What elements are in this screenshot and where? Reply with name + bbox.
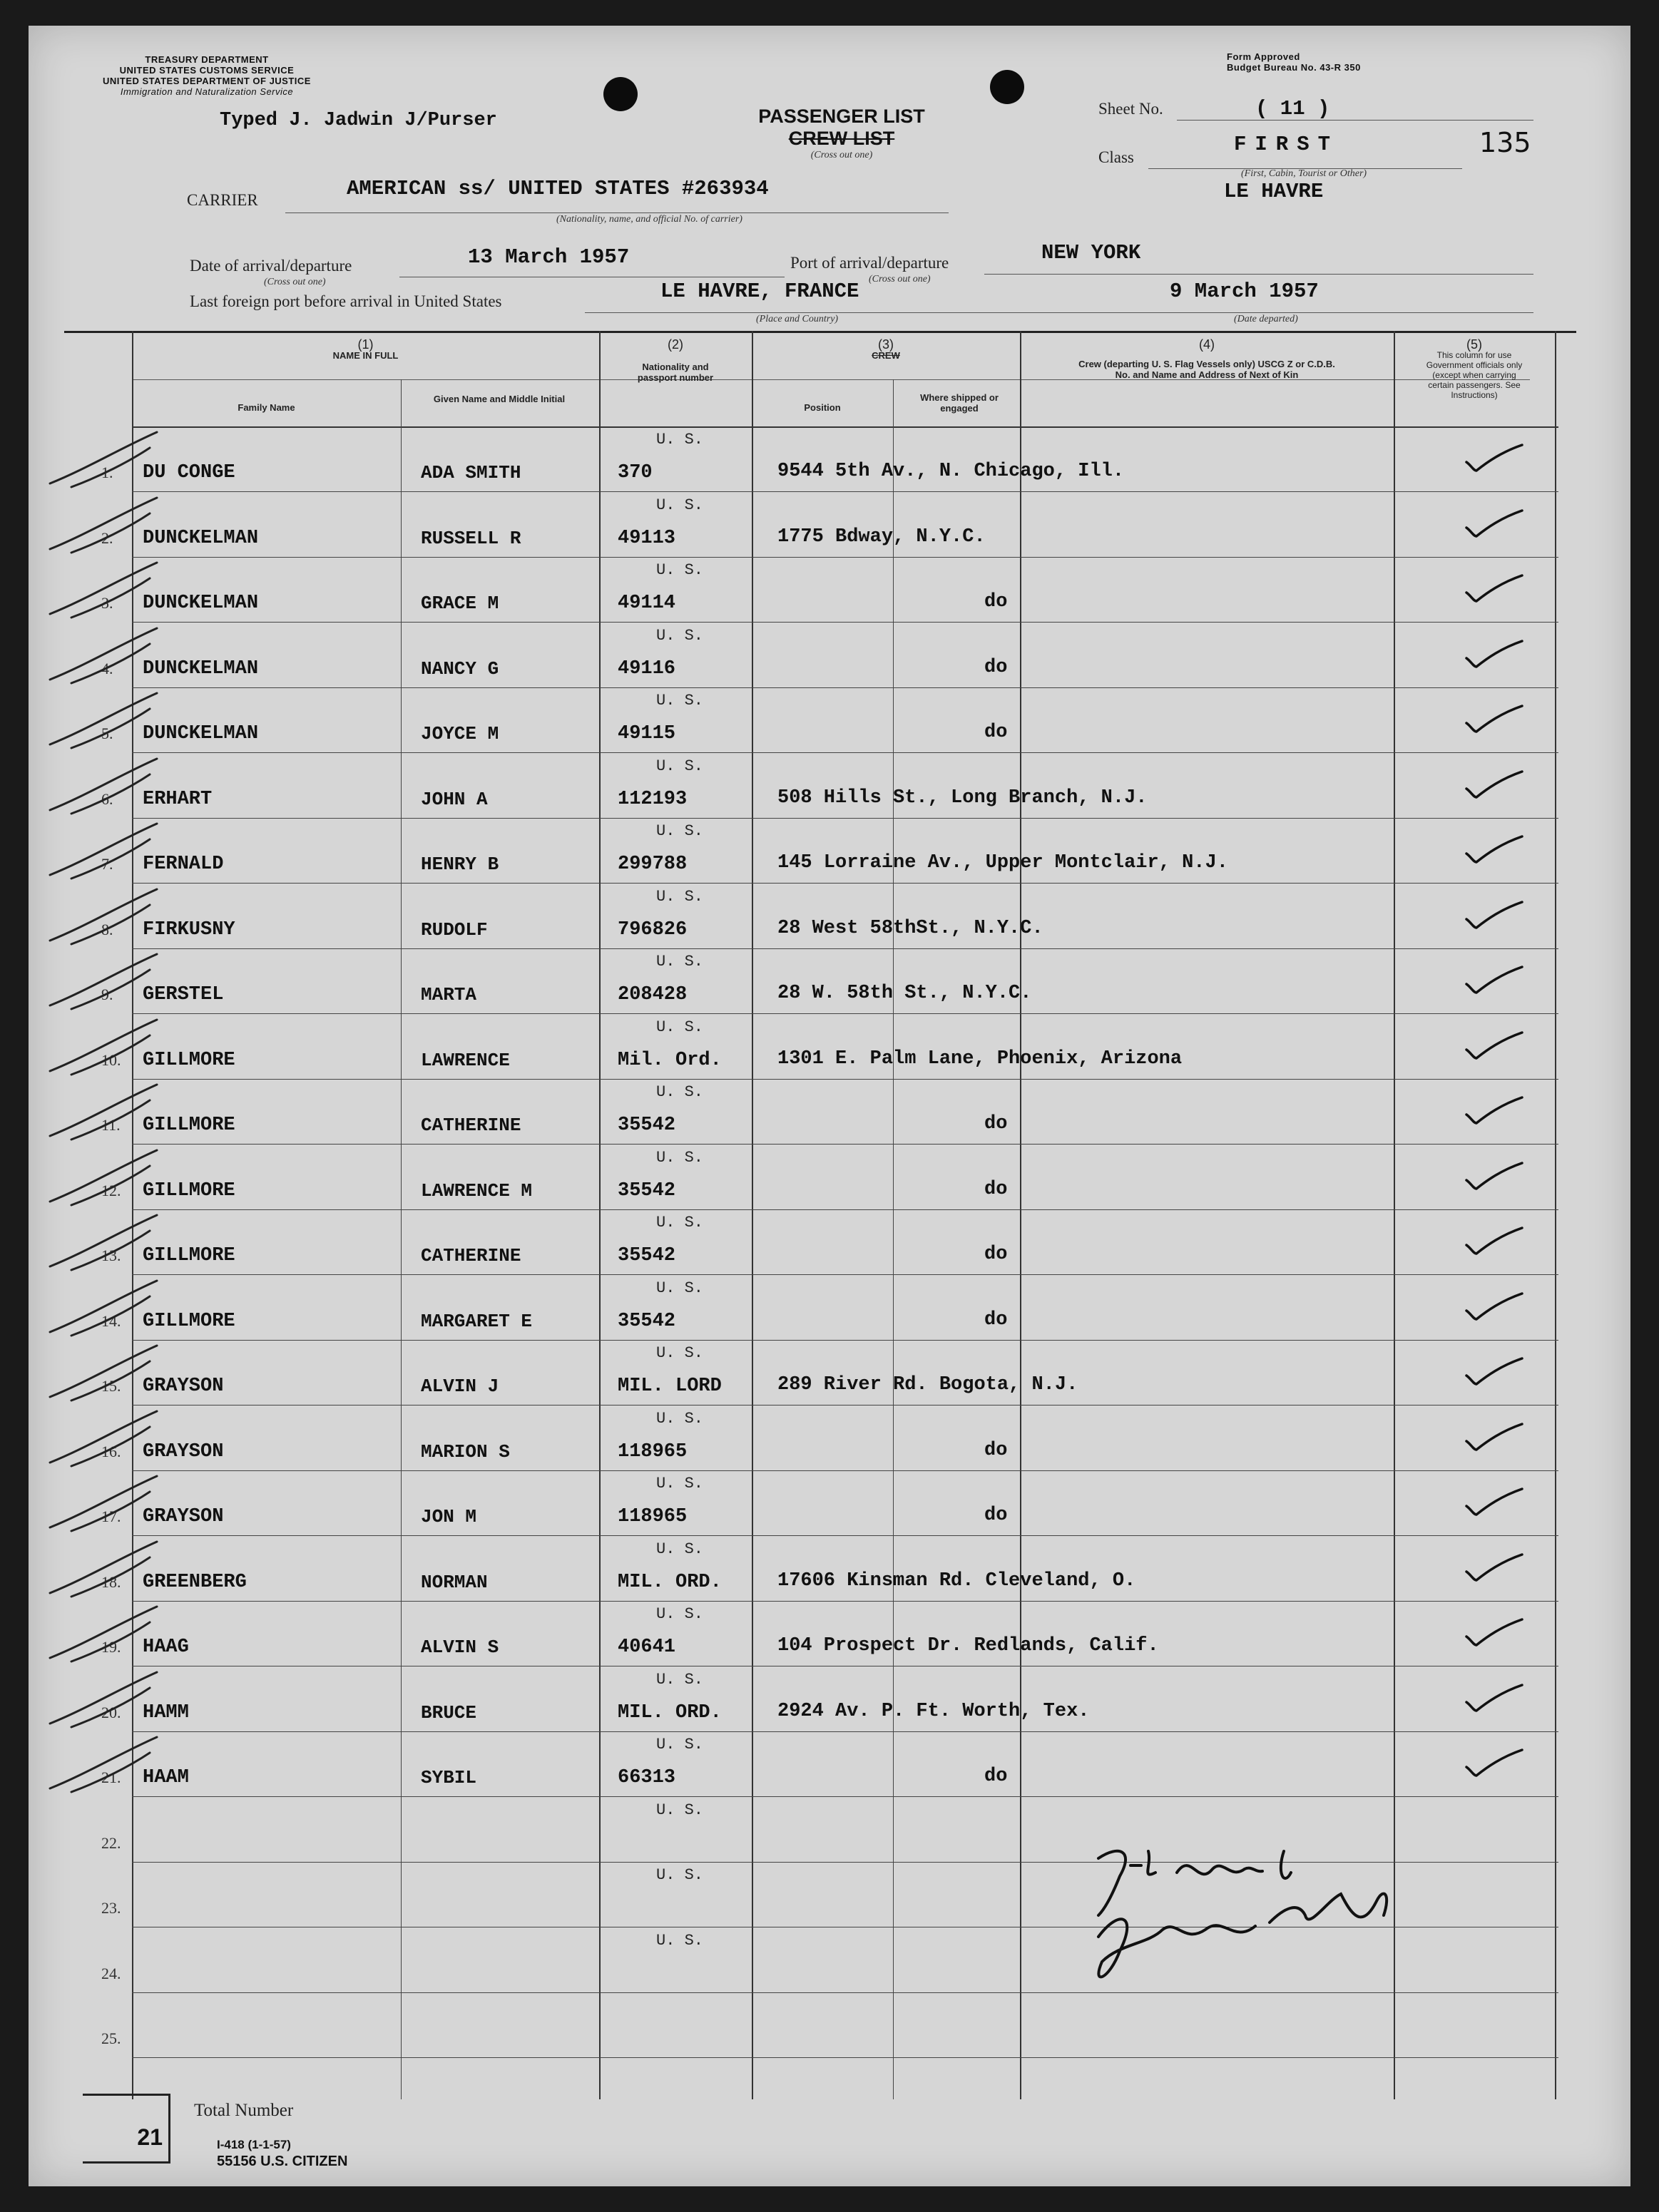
row-number: 15. [101, 1377, 121, 1395]
table-row [29, 1470, 1630, 1536]
row-number: 3. [101, 594, 113, 612]
next-of-kin-address: 28 West 58thSt., N.Y.C. [777, 917, 1043, 939]
agency-header [57, 54, 357, 97]
checkmark-icon [1462, 898, 1526, 933]
sheet-number: ( 11 ) [1255, 97, 1330, 121]
pencil-slash-mark [43, 753, 164, 817]
table-row [29, 1340, 1630, 1405]
col2-header [599, 339, 752, 383]
family-name: DUNCKELMAN [143, 723, 259, 744]
nationality: U. S. [656, 692, 704, 710]
footer-citizen-code: 55156 U.S. CITIZEN [217, 2154, 348, 2169]
col5-number: (5) [1466, 337, 1482, 352]
row-number: 4. [101, 659, 113, 677]
col2-title: Nationality and passport number [637, 362, 714, 383]
given-name: CATHERINE [421, 1245, 521, 1266]
row-number: 6. [101, 789, 113, 808]
nationality: U. S. [656, 1214, 704, 1232]
nationality: U. S. [656, 1866, 704, 1884]
pencil-slash-mark [43, 1340, 164, 1404]
given-name: JOHN A [421, 788, 488, 810]
row-number: 21. [101, 1768, 121, 1786]
given-name: ADA SMITH [421, 462, 521, 483]
family-name: ERHART [143, 788, 213, 810]
title-passenger-list: PASSENGER LIST [758, 106, 925, 127]
table-row [29, 948, 1630, 1014]
nationality: U. S. [656, 1540, 704, 1558]
checkmark-icon [1462, 767, 1526, 803]
passport-number: 299788 [618, 854, 688, 875]
table-row [29, 1666, 1630, 1732]
col5-header [1394, 339, 1555, 400]
total-label: Total Number [194, 2101, 294, 2120]
family-name: GREENBERG [143, 1571, 247, 1593]
table-row [29, 426, 1630, 492]
checkmark-icon [1462, 702, 1526, 737]
table-row [29, 884, 1630, 949]
arrival-date-label: Date of arrival/departure [190, 257, 352, 275]
passport-number: 35542 [618, 1245, 676, 1266]
next-of-kin-address: 2924 Av. P. Ft. Worth, Tex. [777, 1700, 1090, 1722]
position-header: Position [804, 402, 841, 413]
given-name: MARGARET E [421, 1310, 533, 1332]
next-of-kin-address: 1301 E. Palm Lane, Phoenix, Arizona [777, 1048, 1183, 1070]
given-name: CATHERINE [421, 1115, 521, 1136]
port-value: NEW YORK [1041, 241, 1141, 265]
row-number: 13. [101, 1246, 121, 1264]
family-name: GILLMORE [143, 1245, 235, 1266]
pencil-slash-mark [43, 1731, 164, 1796]
table-row [29, 492, 1630, 558]
pencil-slash-mark [43, 623, 164, 687]
col3-title: CREW [872, 350, 900, 361]
agency-line-2: UNITED STATES CUSTOMS SERVICE [119, 65, 295, 76]
nationality: U. S. [656, 1148, 704, 1167]
row-number: 18. [101, 1572, 121, 1591]
class-caption: (First, Cabin, Tourist or Other) [1241, 168, 1367, 179]
next-of-kin-address: do [984, 1113, 1008, 1135]
nationality: U. S. [656, 822, 704, 840]
next-of-kin-address: do [984, 722, 1008, 743]
next-of-kin-address: 9544 5th Av., N. Chicago, Ill. [777, 461, 1125, 482]
table-row [29, 687, 1630, 753]
checkmark-icon [1462, 441, 1526, 476]
family-name: GILLMORE [143, 1049, 235, 1071]
checkmark-icon [1462, 571, 1526, 607]
next-of-kin-address: do [984, 1505, 1008, 1526]
row-number: 16. [101, 1442, 121, 1460]
passport-number: 40641 [618, 1637, 676, 1658]
agency-line-4: Immigration and Naturalization Service [120, 86, 294, 97]
checkmark-icon [1462, 963, 1526, 998]
checkmark-icon [1462, 1615, 1526, 1651]
class-value: FIRST [1234, 133, 1339, 156]
pencil-slash-mark [43, 1536, 164, 1600]
next-of-kin-address: do [984, 591, 1008, 613]
pencil-slash-mark [43, 1079, 164, 1143]
row-number: 17. [101, 1507, 121, 1525]
last-port-label: Last foreign port before arrival in United States [190, 292, 502, 310]
typed-by: Typed J. Jadwin J/Purser [220, 110, 497, 131]
shipped-header: Where shipped or engaged [920, 392, 999, 414]
agency-line-1: TREASURY DEPARTMENT [145, 54, 269, 65]
col1-title: NAME IN FULL [332, 350, 399, 361]
family-name: GRAYSON [143, 1440, 224, 1463]
pencil-slash-mark [43, 1601, 164, 1665]
row-number: 12. [101, 1181, 121, 1199]
pencil-slash-mark [43, 1275, 164, 1339]
next-of-kin-address: 17606 Kinsman Rd. Cleveland, O. [777, 1570, 1136, 1592]
family-name: DUNCKELMAN [143, 593, 259, 614]
given-name: ALVIN J [421, 1376, 499, 1397]
carrier-label: CARRIER [187, 191, 258, 209]
checkmark-icon [1462, 1485, 1526, 1520]
checkmark-icon [1462, 1681, 1526, 1716]
family-name: HAAG [143, 1637, 189, 1658]
nationality: U. S. [656, 953, 704, 971]
nationality: U. S. [656, 496, 704, 514]
last-port-caption: (Place and Country) [756, 314, 839, 324]
pencil-slash-mark [43, 1014, 164, 1078]
row-number: 14. [101, 1311, 121, 1330]
carrier-value: AMERICAN ss/ UNITED STATES #263934 [347, 177, 769, 200]
pencil-slash-mark [43, 884, 164, 948]
next-of-kin-address: do [984, 656, 1008, 678]
given-name: SYBIL [421, 1767, 477, 1788]
col4-title: Crew (departing U. S. Flag Vessels only) USCG Z or C.D.B. No. and Name and Address of Next of Kin [1078, 359, 1335, 380]
row-number: 10. [101, 1050, 121, 1069]
nationality: U. S. [656, 1018, 704, 1036]
checkmark-icon [1462, 1289, 1526, 1325]
nationality: U. S. [656, 626, 704, 645]
row-number: 1. [101, 464, 113, 481]
given-name: BRUCE [421, 1701, 477, 1724]
agency-line-3: UNITED STATES DEPARTMENT OF JUSTICE [103, 76, 311, 86]
pencil-slash-mark [43, 1405, 164, 1470]
passport-number: 49114 [618, 593, 676, 614]
nationality: U. S. [656, 887, 704, 906]
next-of-kin-address: 508 Hills St., Long Branch, N.J. [777, 787, 1148, 809]
col5-title: This column for use Government officials only (except when carrying certain passengers. See Instructions) [1426, 350, 1523, 400]
nationality: U. S. [656, 1801, 704, 1819]
col4-header [1020, 339, 1394, 380]
next-of-kin-address: do [984, 1309, 1008, 1331]
form-approved-line-1: Form Approved [1227, 51, 1300, 62]
passport-number: 208428 [618, 984, 688, 1005]
nationality: U. S. [656, 1931, 704, 1950]
checkmark-icon [1462, 1159, 1526, 1194]
passport-number: 35542 [618, 1310, 676, 1332]
arrival-date-value: 13 March 1957 [468, 245, 630, 269]
pencil-slash-mark [43, 426, 164, 491]
table-row [29, 1014, 1630, 1080]
row-number: 19. [101, 1638, 121, 1656]
family-name: GERSTEL [143, 984, 224, 1005]
nationality: U. S. [656, 1670, 704, 1689]
table-row [29, 1536, 1630, 1602]
sheet-label: Sheet No. [1098, 100, 1163, 118]
given-name: JON M [421, 1506, 477, 1527]
passport-number: 49115 [618, 723, 676, 744]
passport-number: Mil. Ord. [618, 1049, 722, 1071]
port-label: Port of arrival/departure [790, 254, 949, 272]
pencil-slash-mark [43, 492, 164, 556]
next-of-kin-address: 104 Prospect Dr. Redlands, Calif. [777, 1635, 1159, 1657]
given-name: JOYCE M [421, 723, 499, 744]
nationality: U. S. [656, 1083, 704, 1101]
pencil-slash-mark [43, 948, 164, 1013]
given-name: NORMAN [421, 1571, 488, 1593]
table-row [29, 1145, 1630, 1210]
table-row [29, 557, 1630, 623]
passport-number: 49113 [618, 527, 676, 549]
next-of-kin-address: 1775 Bdway, N.Y.C. [777, 526, 986, 548]
checkmark-icon [1462, 1028, 1526, 1064]
col3-header [752, 339, 1020, 361]
title-cross-out: (Cross out one) [810, 150, 873, 160]
family-name-header: Family Name [238, 402, 295, 413]
next-of-kin-address: 289 River Rd. Bogota, N.J. [777, 1374, 1078, 1396]
passenger-list-form [29, 26, 1630, 2186]
checkmark-icon [1462, 1224, 1526, 1259]
pencil-slash-mark [43, 818, 164, 882]
table-row [29, 1209, 1630, 1275]
col1-header [132, 339, 599, 361]
table-row [29, 1405, 1630, 1471]
checkmark-icon [1462, 1746, 1526, 1781]
arrival-cross-out: (Cross out one) [264, 277, 326, 287]
row-number: 7. [101, 855, 113, 873]
col4-number: (4) [1199, 337, 1215, 352]
passport-number: 118965 [618, 1506, 688, 1527]
passport-number: 112193 [618, 788, 688, 810]
passport-number: MIL. ORD. [618, 1701, 722, 1724]
row-number: 23. [101, 1899, 121, 1917]
family-name: FERNALD [143, 854, 224, 875]
title-crew-list: CREW LIST [788, 128, 895, 149]
form-approved [1227, 51, 1361, 73]
next-of-kin-address: do [984, 1766, 1008, 1787]
given-name: MARION S [421, 1440, 510, 1463]
class-label: Class [1098, 148, 1134, 166]
table-row [29, 818, 1630, 884]
family-name: GILLMORE [143, 1115, 235, 1136]
passport-number: 796826 [618, 918, 688, 941]
passport-number: 118965 [618, 1440, 688, 1463]
total-box [83, 2094, 170, 2164]
next-of-kin-address: 145 Lorraine Av., Upper Montclair, N.J. [777, 852, 1228, 874]
total-value: 21 [137, 2124, 163, 2150]
given-name: LAWRENCE [421, 1049, 510, 1071]
family-name: GRAYSON [143, 1376, 224, 1397]
table-row [29, 1601, 1630, 1666]
last-port-date: 9 March 1957 [1170, 280, 1319, 303]
family-name: DUNCKELMAN [143, 657, 259, 680]
punch-hole-right [990, 70, 1024, 104]
pencil-slash-mark [43, 1470, 164, 1535]
nationality: U. S. [656, 1279, 704, 1297]
next-of-kin-address: 28 W. 58th St., N.Y.C. [777, 983, 1032, 1004]
family-name: HAMM [143, 1701, 189, 1724]
next-of-kin-address: do [984, 1178, 1008, 1200]
given-name: NANCY G [421, 657, 499, 680]
checkmark-icon [1462, 832, 1526, 868]
family-name: GILLMORE [143, 1179, 235, 1202]
sheet-stamp: 135 [1479, 127, 1531, 158]
checkmark-icon [1462, 1354, 1526, 1390]
row-number: 24. [101, 1964, 121, 1982]
row-number: 9. [101, 985, 113, 1003]
given-name-header: Given Name and Middle Initial [433, 394, 566, 404]
checkmark-icon [1462, 1093, 1526, 1129]
family-name: HAAM [143, 1767, 189, 1788]
nationality: U. S. [656, 1344, 704, 1362]
next-of-kin-address: do [984, 1439, 1008, 1461]
col1-number: (1) [357, 337, 374, 352]
row-number: 5. [101, 724, 113, 742]
form-approved-line-2: Budget Bureau No. 43-R 350 [1227, 62, 1361, 73]
last-port-value: LE HAVRE, FRANCE [660, 280, 859, 303]
row-number: 11. [101, 1116, 121, 1134]
given-name: HENRY B [421, 854, 499, 875]
pencil-slash-mark [43, 557, 164, 621]
nationality: U. S. [656, 757, 704, 775]
passport-number: 370 [618, 462, 653, 483]
table-row [29, 1275, 1630, 1341]
col2-number: (2) [668, 337, 683, 352]
pencil-slash-mark [43, 1666, 164, 1731]
checkmark-icon [1462, 506, 1526, 542]
row-number: 8. [101, 920, 113, 938]
col3-number: (3) [878, 337, 894, 352]
family-name: DU CONGE [143, 462, 235, 483]
row-number: 2. [101, 528, 113, 547]
checkmark-icon [1462, 1420, 1526, 1455]
table-row [29, 1079, 1630, 1145]
last-port-date-caption: (Date departed) [1234, 314, 1298, 324]
family-name: GRAYSON [143, 1506, 224, 1527]
passport-number: 35542 [618, 1179, 676, 1202]
nationality: U. S. [656, 1736, 704, 1753]
form-title [735, 106, 949, 161]
given-name: GRACE M [421, 593, 499, 614]
punch-hole-left [603, 77, 638, 111]
nationality: U. S. [656, 561, 704, 579]
table-row [29, 753, 1630, 819]
footer-form-number: I-418 (1-1-57) [217, 2138, 291, 2151]
family-name: GILLMORE [143, 1310, 235, 1332]
next-of-kin-address: do [984, 1244, 1008, 1265]
given-name: ALVIN S [421, 1637, 499, 1658]
given-name: LAWRENCE M [421, 1179, 533, 1202]
nationality: U. S. [656, 1475, 704, 1492]
row-number: 22. [101, 1833, 121, 1852]
given-name: RUDOLF [421, 918, 488, 941]
checkmark-icon [1462, 1550, 1526, 1586]
class-port: LE HAVRE [1224, 180, 1324, 203]
passport-number: 35542 [618, 1115, 676, 1136]
pencil-slash-mark [43, 1145, 164, 1209]
table-row [29, 623, 1630, 688]
carrier-caption: (Nationality, name, and official No. of carrier) [556, 214, 742, 225]
passport-number: 66313 [618, 1767, 676, 1788]
family-name: DUNCKELMAN [143, 527, 259, 549]
row-number: 25. [101, 2029, 121, 2047]
signature-image [1070, 1808, 1426, 2008]
row-number: 20. [101, 1703, 121, 1721]
nationality: U. S. [656, 1409, 704, 1428]
nationality: U. S. [656, 431, 704, 449]
passport-number: MIL. ORD. [618, 1571, 722, 1593]
checkmark-icon [1462, 637, 1526, 672]
family-name: FIRKUSNY [143, 918, 235, 941]
port-cross-out: (Cross out one) [869, 274, 931, 285]
pencil-slash-mark [43, 1209, 164, 1274]
passport-number: 49116 [618, 657, 676, 680]
given-name: RUSSELL R [421, 527, 521, 549]
nationality: U. S. [656, 1605, 704, 1623]
pencil-slash-mark [43, 687, 164, 752]
given-name: MARTA [421, 984, 477, 1005]
passport-number: MIL. LORD [618, 1376, 722, 1397]
table-row [29, 1731, 1630, 1797]
